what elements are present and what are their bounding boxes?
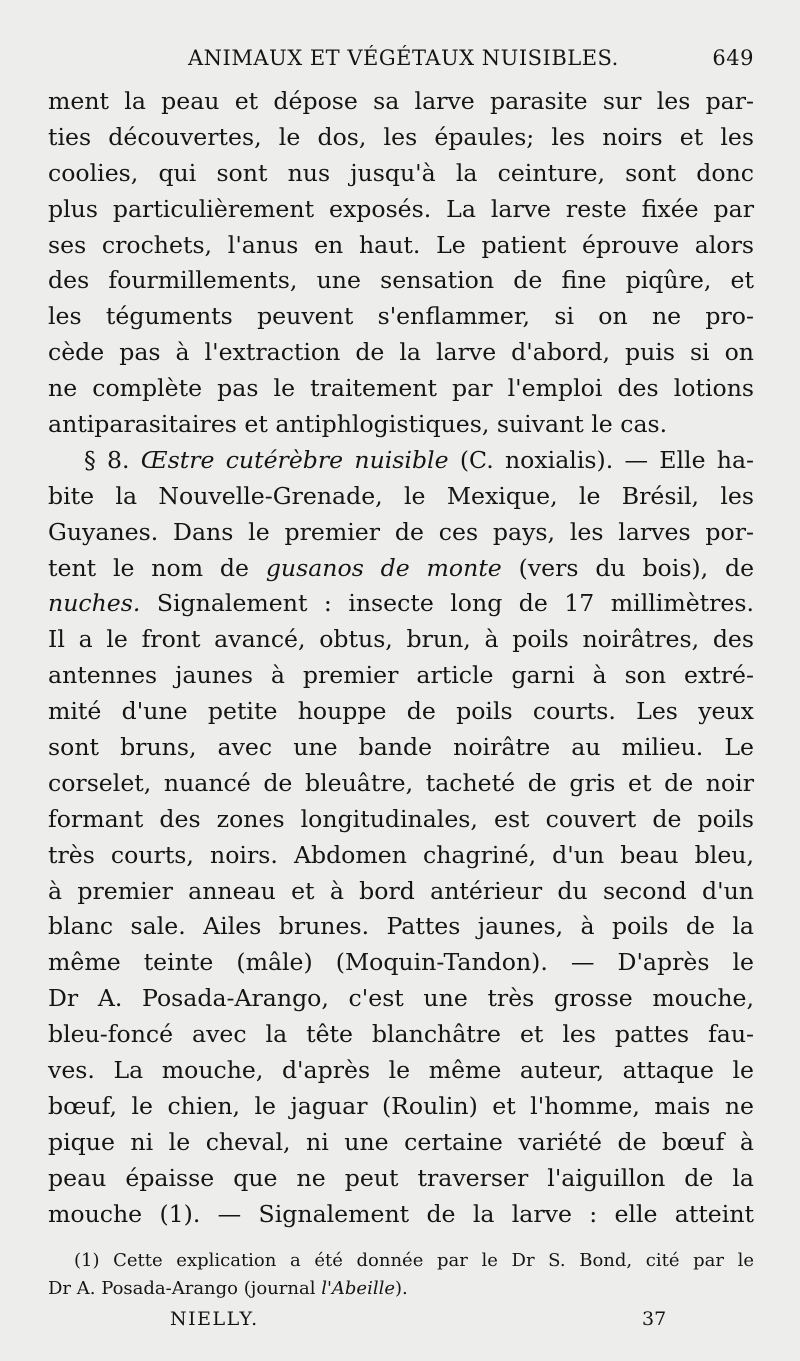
- text-segment: (vers du bois), de: [518, 553, 755, 582]
- section-rest: (C. noxialis). — Elle ha-: [459, 445, 755, 474]
- footnote: [48, 1247, 754, 1303]
- text-line: bite la Nouvelle-Grenade, le Mexique, le Brésil, les: [48, 481, 754, 510]
- text-line: pique ni le cheval, ni une certaine variété de bœuf à: [48, 1127, 754, 1156]
- running-title: ANIMAUX ET VÉGÉTAUX NUISIBLES.: [188, 46, 619, 70]
- text-line: ves. La mouche, d'après le même auteur, attaque le: [48, 1056, 754, 1085]
- doctor-abbrev: Dr: [48, 984, 79, 1013]
- sheet-number: 37: [642, 1308, 667, 1330]
- text-line: [48, 551, 754, 587]
- text-line: bœuf, le chien, le jaguar (Roulin) et l'homme, mais ne: [48, 1091, 754, 1120]
- text-line: même teinte (mâle) (Moquin-Tandon). — D'après le: [48, 948, 754, 977]
- italic-term: gusanos de monte: [265, 553, 502, 582]
- text-line: [48, 981, 754, 1017]
- text-line: ment la peau et dépose sa larve parasite sur les par-: [48, 87, 754, 115]
- text-line: corselet, nuancé de bleuâtre, tacheté de gris et de noir: [48, 768, 754, 797]
- text-line: cède pas à l'extraction de la larve d'abord, puis si on: [48, 338, 754, 367]
- text-line: plus particulièrement exposés. La larve reste fixée par: [48, 194, 754, 223]
- text-line: mité d'une petite houppe de poils courts. Les yeux: [48, 697, 754, 726]
- text-line: ne complète pas le traitement par l'emploi des lotions: [48, 374, 754, 403]
- running-header: [48, 40, 754, 74]
- text-line: ties découvertes, le dos, les épaules; les noirs et les: [48, 122, 754, 151]
- text-line: antiparasitaires et antiphlogistiques, suivant le cas.: [48, 410, 668, 439]
- italic-term: nuches.: [48, 589, 141, 618]
- text-line: Guyanes. Dans le premier de ces pays, les larves por-: [48, 517, 754, 546]
- text-segment: Dr A. Posada-Arango (journal: [48, 1278, 316, 1299]
- text-line: sont bruns, avec une bande noirâtre au milieu. Le: [48, 733, 754, 762]
- text-line: antennes jaunes à premier article garni à son extré-: [48, 661, 754, 690]
- section-title: Œstre cutérèbre nuisible: [140, 445, 449, 474]
- text-line: bleu-foncé avec la tête blanchâtre et les pattes fau-: [48, 1020, 754, 1049]
- text-line: [48, 586, 754, 622]
- page-number: 649: [712, 46, 754, 70]
- section-heading-line: [48, 443, 754, 479]
- author-signature: NIELLY.: [170, 1308, 259, 1330]
- text-line: les téguments peuvent s'enflammer, si on ne pro-: [48, 302, 754, 331]
- text-line: coolies, qui sont nus jusqu'à la ceinture, sont donc: [48, 158, 754, 187]
- text-line: peau épaisse que ne peut traverser l'aiguillon de la: [48, 1163, 754, 1192]
- text-line: très courts, noirs. Abdomen chagriné, d'un beau bleu,: [48, 840, 754, 869]
- journal-title: l'Abeille: [321, 1278, 395, 1299]
- text-segment: tent le nom de: [48, 553, 249, 582]
- body-text: [48, 84, 754, 1233]
- footnote-line: [48, 1275, 754, 1303]
- text-line: à premier anneau et à bord antérieur du second d'un: [48, 876, 754, 905]
- text-line: ses crochets, l'anus en haut. Le patient éprouve alors: [48, 230, 754, 259]
- text-segment: ).: [395, 1278, 408, 1299]
- text-segment: A. Posada-Arango, c'est une très grosse mouche,: [97, 984, 754, 1013]
- section-number: § 8.: [84, 445, 130, 474]
- footnote-line: (1) Cette explication a été donnée par le Dr S. Bond, cité par le: [74, 1250, 754, 1271]
- text-segment: Signalement : insecte long de 17 millimètres.: [156, 589, 754, 618]
- text-line: des fourmillements, une sensation de fine piqûre, et: [48, 266, 754, 295]
- text-line: mouche (1). — Signalement de la larve : elle atteint: [48, 1199, 754, 1228]
- text-line: blanc sale. Ailes brunes. Pattes jaunes, à poils de la: [48, 912, 754, 941]
- text-line: Il a le front avancé, obtus, brun, à poils noirâtres, des: [48, 625, 754, 654]
- text-line: formant des zones longitudinales, est couvert de poils: [48, 804, 754, 833]
